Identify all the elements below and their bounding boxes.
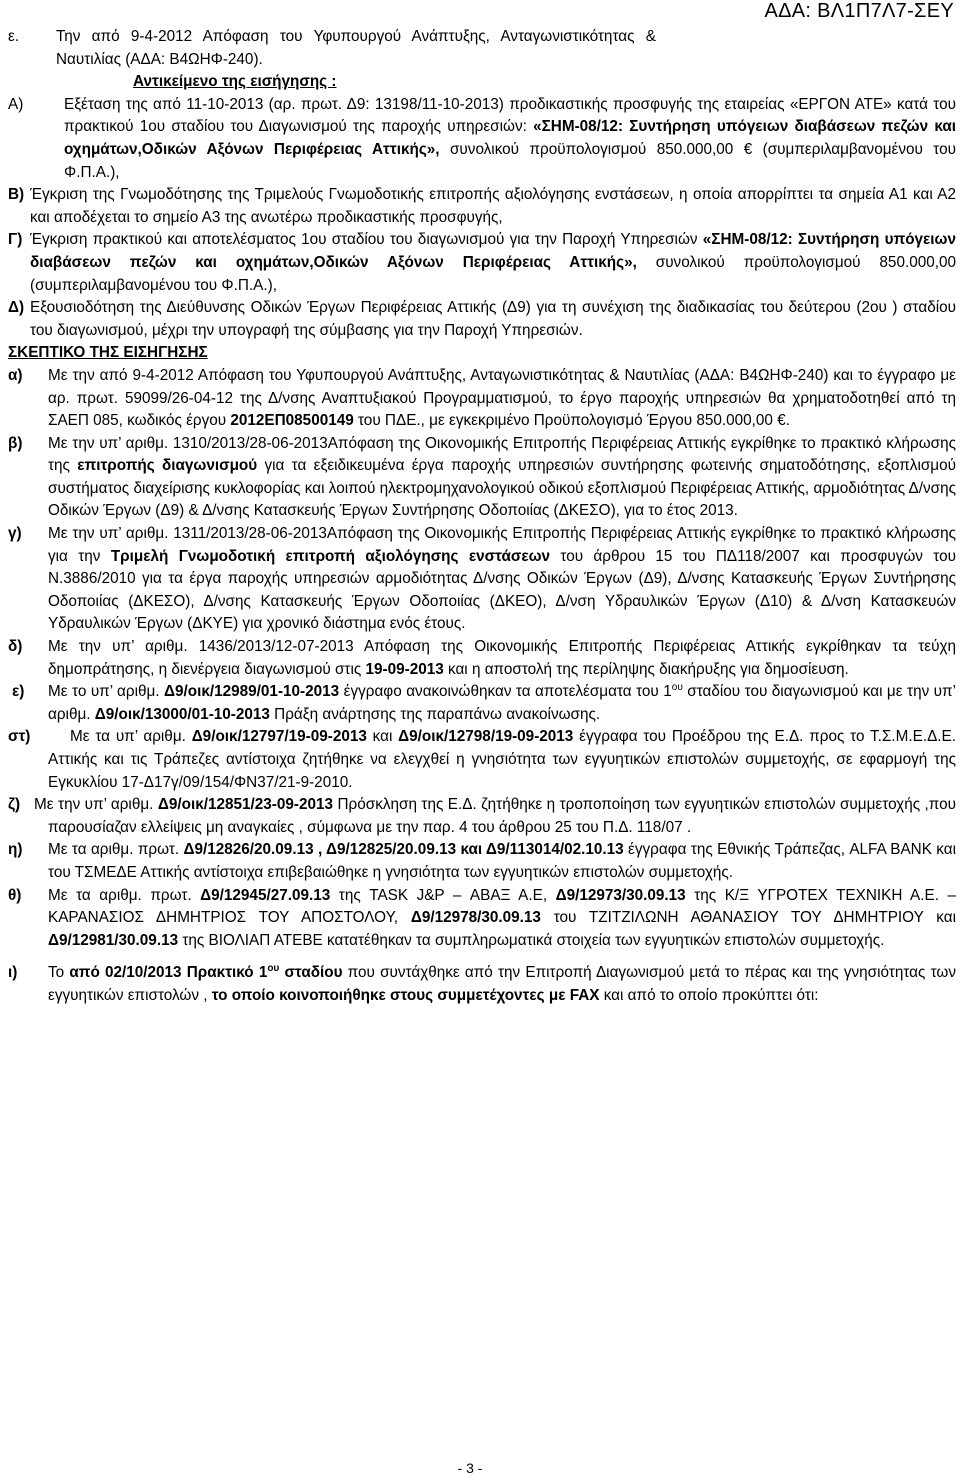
- item-i: [8, 962, 956, 1007]
- item-label: Α): [8, 95, 24, 113]
- skeptiko-heading: ΣΚΕΠΤΙΚΟ ΤΗΣ ΕΙΣΗΓΗΣΗΣ: [8, 344, 208, 362]
- item-label: ζ): [8, 796, 21, 814]
- item-c: [8, 523, 956, 636]
- item-label: γ): [8, 525, 22, 543]
- item-z: [8, 794, 956, 839]
- item-label: β): [8, 434, 23, 452]
- item-label: η): [8, 841, 23, 859]
- item-label: Β): [8, 186, 25, 204]
- item-text: Με τα υπ’ αριθμ. Δ9/οικ/12797/19-09-2013 και Δ9/οικ/12798/19-09-2013 έγγραφα του Προέδρου της Ε.Δ. προς το Τ.Σ.Μ.Ε.Δ.Ε. Αττικής και τις Τράπεζες αντίστοιχα ζητήθηκε να ελεγχθεί η γνησιότητα των εγγυητικών επιστολών συμμετοχής, σε εφαρμογή της Εγκυκλίου 17-Δ17γ/09/154/ΦΝ37/21-9-2010.: [48, 728, 956, 791]
- item-h: [8, 839, 956, 884]
- item-label: ε.: [8, 28, 20, 45]
- item-text: Το από 02/10/2013 Πρακτικό $1^{o\upsilon}$ σταδίου που συντάχθηκε από την Επιτροπή Διαγωνισμού μετά το πέρας και της γνησιότητας των εγγυητικών επιστολών , το οποίο κοινοποιήθηκε στους συμμετέχοντες με FAX και από το οποίο προκύπτει ότι:: [48, 963, 956, 1004]
- item-label: ε): [12, 683, 25, 701]
- item-st: [8, 726, 956, 794]
- item-label: Γ): [8, 231, 23, 249]
- item-text: Με την υπ’ αριθμ. 1311/2013/28-06-2013Απόφαση της Οικονομικής Επιτροπής Περιφέρειας Αττικής εγκρίθηκε το πρακτικό κλήρωσης για την Τριμελή Γνωμοδοτική επιτροπή αξιολόγησης ενστάσεων του άρθρου 15 του ΠΔ118/2007 και προσφυγών του Ν.3886/2010 για τα έργα παροχής υπηρεσιών αρμοδιότητας Δ/νσης Οδικών Έργων (Δ9), Δ/νσης Κατασκευής Έργων Συντήρησης Οδοποιίας (ΔΚΕΣΟ), Δ/νσης Κατασκευής Έργων Οδοποιίας (ΔΚΕΟ), Δ/νση Υδραυλικών Έργων (Δ10) & Δ/νση Κατασκευών Υδραυλικών Έργων (ΔΚΥΕ) για χρονικό διάστημα ενός έτους.: [48, 525, 956, 633]
- item-label: στ): [8, 728, 31, 746]
- item-epsilon-intro: [8, 26, 956, 71]
- item-label: Δ): [8, 299, 25, 317]
- item-A: [8, 94, 956, 184]
- item-text: Εξουσιοδότηση της Διεύθυνσης Οδικών Έργων Περιφέρειας Αττικής (Δ9) για τη συνέχιση της διαδικασίας του δεύτερου (2ου ) σταδίου του διαγωνισμού, μέχρι την υπογραφή της σύμβασης για την Παροχή Υπηρεσιών.: [30, 299, 956, 339]
- item-label: ι): [8, 964, 18, 982]
- ada-code: ΑΔΑ: ΒΛ1Π7Λ7-ΣΕΥ: [764, 0, 954, 22]
- item-text: Με την υπ’ αριθμ. Δ9/οικ/12851/23-09-2013 Πρόσκληση της Ε.Δ. ζητήθηκε η τροποποίηση των εγγυητικών επιστολών συμμετοχής ,που παρουσίαζαν ελλείψεις μη αναγκαίες , σύμφωνα με την παρ. 4 του άρθρου 25 του Π.Δ. 118/07 .: [34, 796, 956, 836]
- item-text: Εξέταση της από 11-10-2013 (αρ. πρωτ. Δ9: 13198/11-10-2013) προδικαστικής προσφυγής της εταιρείας «ΕΡΓΟΝ ΑΤΕ» κατά του πρακτικού 1ου σταδίου του Διαγωνισμού της παροχής υπηρεσιών: «ΣΗΜ-08/12: Συντήρηση υπόγειων διαβάσεων πεζών και οχημάτων,Οδικών Αξόνων Περιφέρειας Αττικής», συνολικού προϋπολογισμού 850.000,00 € (συμπεριλαμβανομένου του Φ.Π.Α.),: [64, 95, 957, 181]
- item-text: Έγκριση της Γνωμοδότησης της Τριμελούς Γνωμοδοτικής επιτροπής αξιολόγησης ενστάσεων, η οποία απορρίπτει τα σημεία Α1 και Α2 και αποδέχεται το σημείο Α3 της ανωτέρω προδικαστικής προσφυγής,: [30, 186, 956, 226]
- item-a: [8, 365, 956, 433]
- item-text: Με την από 9-4-2012 Απόφαση του Υφυπουργού Ανάπτυξης, Ανταγωνιστικότητας & Ναυτιλίας (ΑΔΑ: Β4ΩΗΦ-240) και το έγγραφο με αρ. πρωτ. 59099/26-04-12 της Δ/νσης Αναπτυξιακού Προγραμματισμού, το έργο παροχής υπηρεσιών θα χρηματοδοτηθεί από τη ΣΑΕΠ 085, κωδικός έργου 2012ΕΠ08500149 του ΠΔΕ., με εγκεκριμένο Προϋπολογισμό Έργου 850.000,00 €.: [48, 366, 956, 430]
- item-G: [8, 229, 956, 297]
- item-text: Με την υπ’ αριθμ. 1436/2013/12-07-2013 Απόφαση της Οικονομικής Επιτροπής Περιφέρειας Αττικής εγκρίθηκαν τα τεύχη δημοπράτησης, η διενέργεια διαγωνισμού στις 19-09-2013 και η αποστολή της περίληψης διακήρυξης για δημοσίευση.: [48, 638, 956, 678]
- item-label: α): [8, 366, 23, 384]
- item-th: [8, 885, 956, 953]
- item-label: δ): [8, 638, 23, 656]
- item-text: Έγκριση πρακτικού και αποτελέσματος 1ου σταδίου του διαγωνισμού για την Παροχή Υπηρεσιών «ΣΗΜ-08/12: Συντήρηση υπόγειων διαβάσεων πεζών και οχημάτων,Οδικών Αξόνων Περιφέρειας Αττικής», συνολικού προϋπολογισμού 850.000,00 (συμπεριλαμβανομένου του Φ.Π.Α.),: [30, 231, 956, 294]
- item-text: Με το υπ’ αριθμ. Δ9/οικ/12989/01-10-2013 έγγραφο ανακοινώθηκαν τα αποτελέσματα του $1^{o\upsilon}$ σταδίου του διαγωνισμού και με την υπ’ αριθμ. Δ9/οικ/13000/01-10-2013 Πράξη ανάρτησης της παραπάνω ανακοίνωσης.: [48, 682, 956, 723]
- item-label: θ): [8, 886, 22, 904]
- item-b: [8, 433, 956, 523]
- document-body: [8, 26, 956, 1008]
- item-e: [8, 681, 956, 726]
- item-D: [8, 297, 956, 342]
- item-text: Την από 9-4-2012 Απόφαση του Υφυπουργού Ανάπτυξης, Ανταγωνιστικότητας & Ναυτιλίας (ΑΔΑ: Β4ΩΗΦ-240).: [56, 28, 656, 68]
- item-B: [8, 184, 956, 229]
- item-d: [8, 636, 956, 681]
- item-text: Με την υπ’ αριθμ. 1310/2013/28-06-2013Απόφαση της Οικονομικής Επιτροπής Περιφέρειας Αττικής εγκρίθηκε το πρακτικό κλήρωσης της επιτροπής διαγωνισμού για τα εξειδικευμένα έργα παροχής υπηρεσιών συντήρησης φωτεινής σηματοδότησης, εξοπλισμού συστήματος διαχείρισης κυκλοφορίας και λοιπού ηλεκτρομηχανολογικού οδικού εξοπλισμού Περιφέρειας Αττικής, αρμοδιότητας Δ/νσης Οδικών Έργων (Δ9) & Δ/νσης Κατασκευής Έργων Συντήρησης Οδοποιίας (ΔΚΕΣΟ), για το έτος 2013.: [48, 434, 956, 520]
- item-text: Με τα αριθμ. πρωτ. Δ9/12945/27.09.13 της TASK J&P – ΑΒΑΞ Α.Ε, Δ9/12973/30.09.13 της Κ/Ξ ΥΓΡΟΤΕΧ ΤΕΧΝΙΚΗ Α.Ε. – ΚΑΡΑΝΑΣΙΟΣ ΔΗΜΗΤΡΙΟΣ ΤΟΥ ΑΠΟΣΤΟΛΟΥ, Δ9/12978/30.09.13 του ΤΖΙΤΖΙΛΩΝΗ ΑΘΑΝΑΣΙΟΥ ΤΟΥ ΔΗΜΗΤΡΙΟΥ και Δ9/12981/30.09.13 της ΒΙΟΛΙΑΠ ΑΤΕΒΕ κατατέθηκαν τα συμπληρωματικά στοιχεία των εγγυητικών επιστολών συμμετοχής.: [48, 886, 956, 949]
- object-title: Αντικείμενο της εισήγησης :: [133, 73, 337, 91]
- item-text: Με τα αριθμ. πρωτ. Δ9/12826/20.09.13 , Δ9/12825/20.09.13 και Δ9/113014/02.10.13 έγγραφα της Εθνικής Τράπεζας, ALFA BANK και του ΤΣΜΕΔΕ Αττικής αντίστοιχα επιβεβαιώθηκε η γνησιότητα των εγγυητικών επιστολών συμμετοχής.: [48, 841, 957, 881]
- page-number: - 3 -: [457, 1460, 483, 1476]
